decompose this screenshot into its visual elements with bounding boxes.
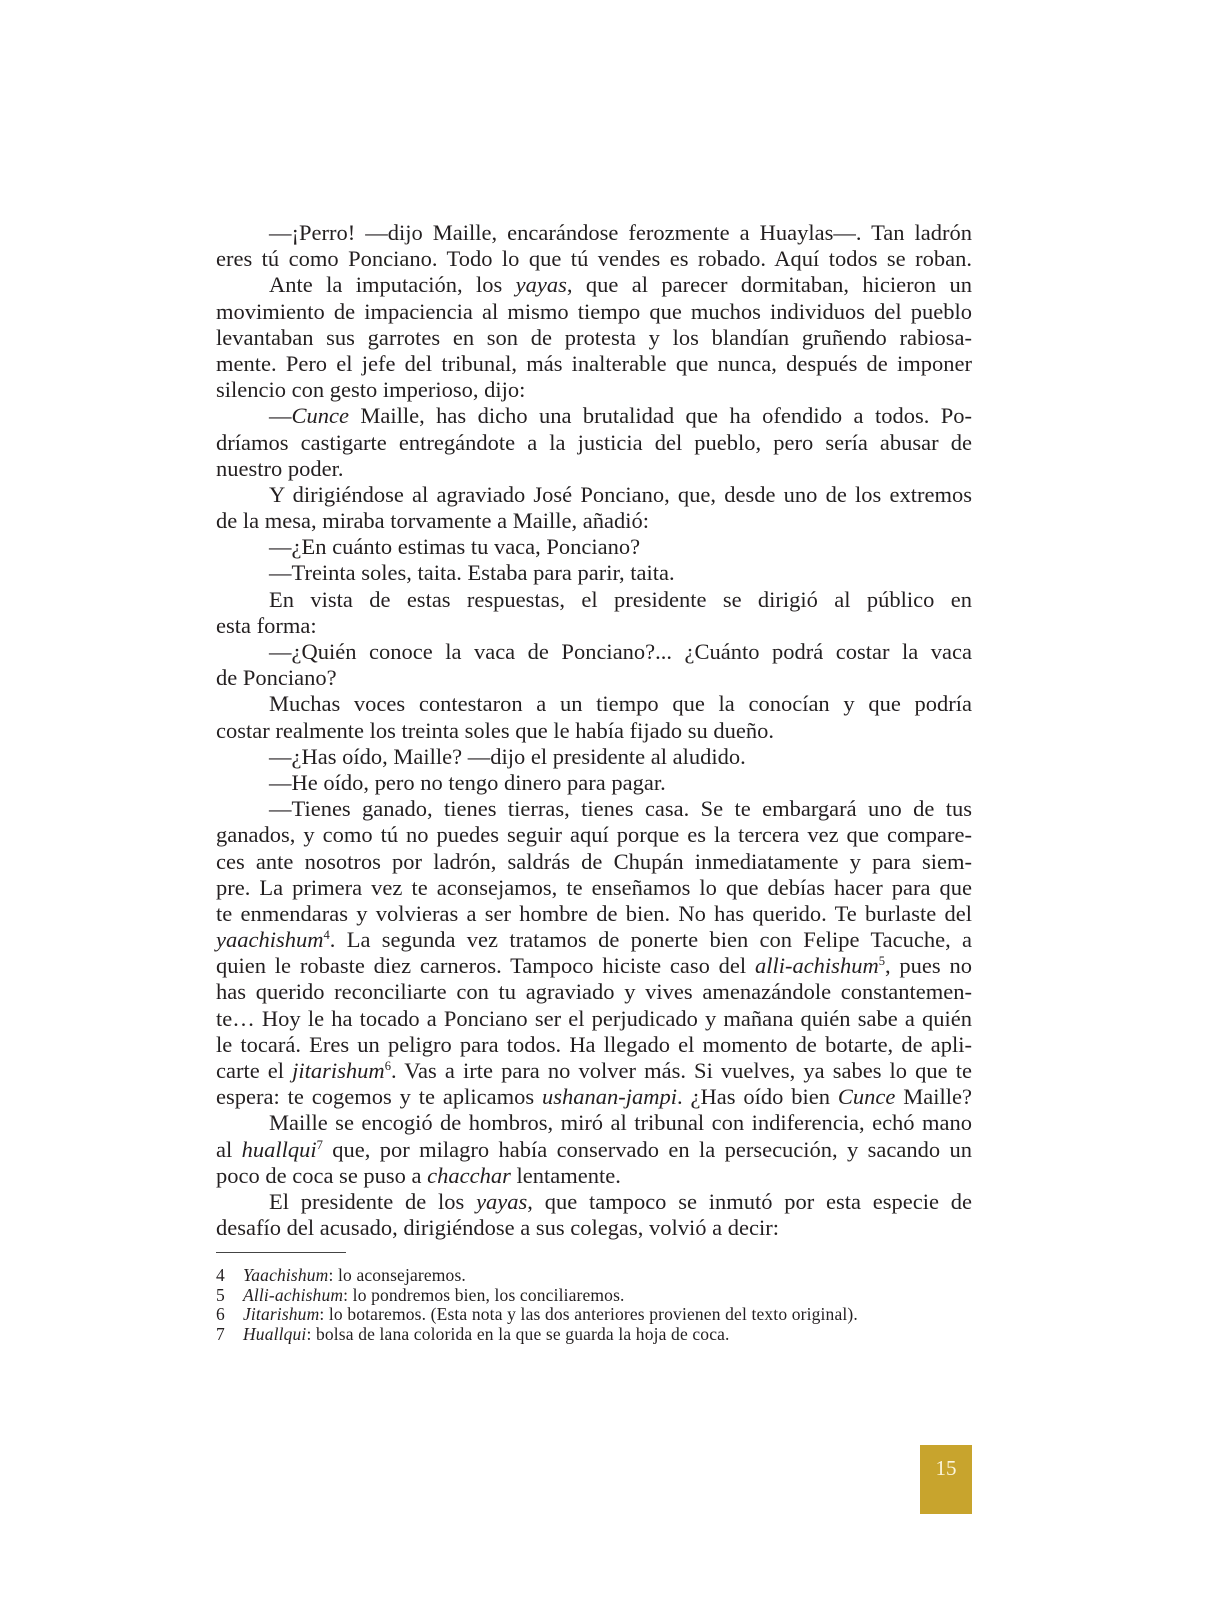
text-line — [216, 691, 972, 717]
line-content — [269, 1189, 972, 1214]
text-line — [216, 508, 972, 534]
line-content — [216, 1058, 972, 1083]
footnote-reference: 7 — [316, 1137, 323, 1152]
line-content — [269, 482, 972, 507]
text-line — [216, 979, 972, 1005]
line-content — [216, 613, 317, 638]
line-content — [269, 587, 972, 612]
footnote-number: 7 — [216, 1323, 225, 1344]
footnote-text — [243, 1266, 466, 1286]
text-line — [216, 430, 972, 456]
text-run: te enmendaras y volvieras a ser hombre de bien. No has querido. Te burlaste del — [216, 900, 972, 926]
footnote — [216, 1305, 972, 1325]
line-content — [216, 325, 972, 350]
text-run: Y dirigiéndose al agraviado José Ponciano, que, desde uno de los extremos — [269, 481, 972, 507]
text-run: eres tú como Ponciano. Todo lo que tú vendes es robado. Aquí todos se roban. — [216, 246, 972, 272]
footnote-definition: : bolsa de lana colorida en la que se guarda la hoja de coca. — [306, 1323, 730, 1344]
text-line — [216, 456, 972, 482]
text-run: —He oído, pero no tengo dinero para pagar. — [269, 769, 666, 795]
text-run: quien le robaste diez carneros. Tampoco hiciste caso del — [216, 953, 755, 979]
paragraph — [216, 770, 972, 796]
line-content — [216, 1215, 779, 1240]
text-run: —Treinta soles, taita. Estaba para parir, taita. — [269, 560, 675, 586]
text-line — [216, 639, 972, 665]
footnote-term: Jitarishum — [243, 1304, 320, 1324]
text-run: —¿Quién conoce la vaca de Ponciano?... ¿Cuánto podrá costar la vaca — [269, 639, 972, 664]
footnote-term: Yaachishum — [243, 1265, 329, 1285]
text-run: —¿En cuánto estimas tu vaca, Ponciano? — [269, 534, 641, 560]
text-line — [216, 560, 972, 586]
text-run: —Tienes ganado, tienes tierras, tienes casa. Se te embargará uno de tus — [269, 796, 972, 822]
italic-term: yayas — [515, 272, 567, 298]
line-content — [269, 1110, 972, 1135]
text-line — [216, 1058, 972, 1084]
text-run: esta forma: — [216, 612, 317, 638]
line-content — [216, 1163, 621, 1188]
text-run: lentamente. — [510, 1162, 621, 1188]
italic-term: Cunce — [837, 1084, 896, 1110]
text-run: has querido reconciliarte con tu agraviado y vives amenazándole constantemen- — [216, 979, 972, 1005]
text-run: , pues no — [885, 953, 972, 979]
line-content — [216, 430, 972, 455]
text-line — [216, 482, 972, 508]
footnote-definition: : lo pondremos bien, los conciliaremos. — [343, 1284, 625, 1305]
text-line — [216, 246, 972, 272]
italic-term: chacchar — [427, 1162, 511, 1188]
text-line — [216, 377, 972, 403]
text-run: levantaban sus garrotes en son de protesta y los blandían gruñendo rabiosa- — [216, 324, 972, 350]
text-run: poco de coca se puso a — [216, 1162, 428, 1188]
paragraph — [216, 482, 972, 534]
footnote-number: 6 — [216, 1304, 225, 1324]
footnote-number: 4 — [216, 1265, 225, 1285]
line-content — [269, 272, 972, 297]
text-line — [216, 901, 972, 927]
text-line — [216, 1006, 972, 1032]
text-run: . La segunda vez tratamos de ponerte bien con Felipe Tacuche, a — [329, 927, 972, 953]
italic-term: alli-achishum — [754, 953, 879, 979]
text-run: . Vas a irte para no volver más. Si vuelves, ya sabes lo que te — [390, 1058, 972, 1083]
line-content — [216, 979, 972, 1004]
text-run: — — [269, 403, 292, 429]
footnote-term: Alli-achishum — [243, 1284, 344, 1305]
italic-term: ushanan-jampi — [541, 1084, 677, 1110]
text-run: desafío del acusado, dirigiéndose a sus colegas, volvió a decir: — [216, 1215, 779, 1241]
paragraph — [216, 534, 972, 560]
footnote-reference: 4 — [323, 928, 330, 943]
text-run: de la mesa, miraba torvamente a Maille, añadió: — [216, 508, 649, 534]
paragraph — [216, 220, 972, 272]
paragraph — [216, 744, 972, 770]
line-content — [269, 639, 972, 664]
line-content — [216, 456, 343, 481]
text-run: espera: te cogemos y te aplicamos — [216, 1084, 542, 1110]
line-content — [269, 796, 972, 821]
text-run: carte el — [216, 1058, 293, 1083]
text-run: , que tampoco se inmutó por esta especie de — [527, 1188, 973, 1214]
line-content — [269, 770, 666, 795]
line-content — [216, 875, 972, 900]
text-run: —¿Has oído, Maille? —dijo el presidente al aludido. — [269, 743, 746, 769]
paragraph — [216, 796, 972, 1110]
line-content — [216, 927, 972, 952]
paragraph — [216, 1110, 972, 1189]
text-run: que, por milagro había conservado en la persecución, y sacando un — [322, 1136, 972, 1162]
text-run: El presidente de los — [269, 1188, 477, 1214]
text-run: te… Hoy le ha tocado a Ponciano ser el perjudicado y mañana quién sabe a quién — [216, 1005, 972, 1031]
line-content — [216, 1006, 972, 1031]
paragraph — [216, 1189, 972, 1241]
line-content — [216, 1084, 972, 1109]
text-line — [216, 822, 972, 848]
footnote — [216, 1286, 972, 1306]
line-content — [269, 403, 972, 428]
page-number-tab — [920, 1445, 972, 1514]
line-content — [269, 744, 746, 769]
line-content — [216, 351, 972, 376]
text-line — [216, 1032, 972, 1058]
page-number: 15 — [935, 1456, 957, 1480]
line-content — [216, 299, 972, 324]
line-content — [269, 534, 640, 559]
footnotes — [216, 1266, 972, 1344]
line-content — [216, 508, 649, 533]
paragraph — [216, 691, 972, 743]
footnote-definition: : lo aconsejaremos. — [328, 1265, 466, 1285]
italic-term: yayas — [476, 1188, 528, 1214]
text-line — [216, 299, 972, 325]
text-run: Maille? — [895, 1084, 972, 1110]
paragraph — [216, 403, 972, 482]
body-text — [216, 220, 972, 1241]
line-content — [216, 246, 972, 271]
text-run: , que al parecer dormitaban, hicieron un — [566, 272, 972, 298]
text-line — [216, 875, 972, 901]
text-run: . ¿Has oído bien — [676, 1084, 838, 1110]
footnote-text — [243, 1286, 625, 1306]
line-content — [216, 665, 337, 690]
text-run: ganados, y como tú no puedes seguir aquí porque es la tercera vez que compare- — [216, 822, 972, 848]
footnote — [216, 1325, 972, 1345]
text-run: Muchas voces contestaron a un tiempo que la conocían y que podría — [269, 691, 972, 717]
line-content — [269, 691, 972, 716]
paragraph — [216, 639, 972, 691]
line-content — [216, 718, 774, 743]
text-run: dríamos castigarte entregándote a la justicia del pueblo, pero sería abusar de — [216, 429, 972, 455]
text-line — [216, 1084, 972, 1110]
text-run: ces ante nosotros por ladrón, saldrás de Chupán inmediatamente y para siem- — [216, 848, 972, 874]
text-line — [216, 718, 972, 744]
text-line — [216, 1110, 972, 1136]
text-line — [216, 351, 972, 377]
footnote-term: Huallqui — [243, 1323, 307, 1344]
line-content — [216, 1032, 972, 1057]
line-content — [216, 849, 972, 874]
text-run: movimiento de impaciencia al mismo tiempo que muchos individuos del pueblo — [216, 298, 972, 324]
text-run: mente. Pero el jefe del tribunal, más inalterable que nunca, después de imponer — [216, 350, 972, 376]
line-content — [269, 560, 675, 585]
text-run: Ante la imputación, los — [269, 272, 516, 298]
text-line — [216, 744, 972, 770]
footnote — [216, 1266, 972, 1286]
text-run: le tocará. Eres un peligro para todos. Ha llegado el momento de botarte, de apli- — [216, 1031, 972, 1057]
footnote-rule — [216, 1252, 346, 1253]
text-line — [216, 796, 972, 822]
text-line — [216, 953, 972, 979]
text-line — [216, 1189, 972, 1215]
text-run: al — [216, 1136, 242, 1162]
text-run: costar realmente los treinta soles que le había fijado su dueño. — [216, 717, 774, 743]
text-line — [216, 927, 972, 953]
line-content — [216, 377, 525, 402]
paragraph — [216, 272, 972, 403]
text-line — [216, 665, 972, 691]
text-line — [216, 613, 972, 639]
footnote-reference: 5 — [878, 954, 885, 969]
footnote-text — [243, 1305, 858, 1325]
text-line — [216, 849, 972, 875]
line-content — [216, 822, 972, 847]
text-line — [216, 220, 972, 246]
paragraph — [216, 560, 972, 586]
italic-term: Cunce — [291, 403, 349, 429]
paragraph — [216, 587, 972, 639]
footnote-reference: 6 — [384, 1059, 391, 1074]
italic-term: jitarishum — [292, 1058, 385, 1083]
text-run: nuestro poder. — [216, 455, 344, 481]
text-run: pre. La primera vez te aconsejamos, te enseñamos lo que debías hacer para que — [216, 874, 972, 900]
text-line — [216, 1137, 972, 1163]
text-line — [216, 1163, 972, 1189]
text-line — [216, 534, 972, 560]
text-run: Maille se encogió de hombros, miró al tribunal con indiferencia, echó mano — [269, 1110, 972, 1136]
text-run: de Ponciano? — [216, 665, 337, 691]
text-line — [216, 770, 972, 796]
text-line — [216, 325, 972, 351]
footnote-number: 5 — [216, 1284, 225, 1305]
italic-term: huallqui — [241, 1136, 317, 1162]
text-run: silencio con gesto imperioso, dijo: — [216, 377, 526, 403]
text-run: —¡Perro! —dijo Maille, encarándose ferozmente a Huaylas—. Tan ladrón — [269, 220, 972, 245]
line-content — [216, 953, 972, 978]
footnote-text — [243, 1325, 730, 1345]
text-run: En vista de estas respuestas, el presidente se dirigió al público en — [269, 586, 972, 612]
text-line — [216, 272, 972, 298]
line-content — [216, 901, 972, 926]
text-line — [216, 587, 972, 613]
italic-term: yaachishum — [216, 927, 324, 953]
text-run: Maille, has dicho una brutalidad que ha ofendido a todos. Po- — [348, 403, 972, 429]
text-line — [216, 1215, 972, 1241]
line-content — [216, 1137, 972, 1162]
text-line — [216, 403, 972, 429]
footnote-definition: : lo botaremos. (Esta nota y las dos anteriores provienen del texto original). — [319, 1304, 858, 1324]
line-content — [269, 220, 972, 245]
